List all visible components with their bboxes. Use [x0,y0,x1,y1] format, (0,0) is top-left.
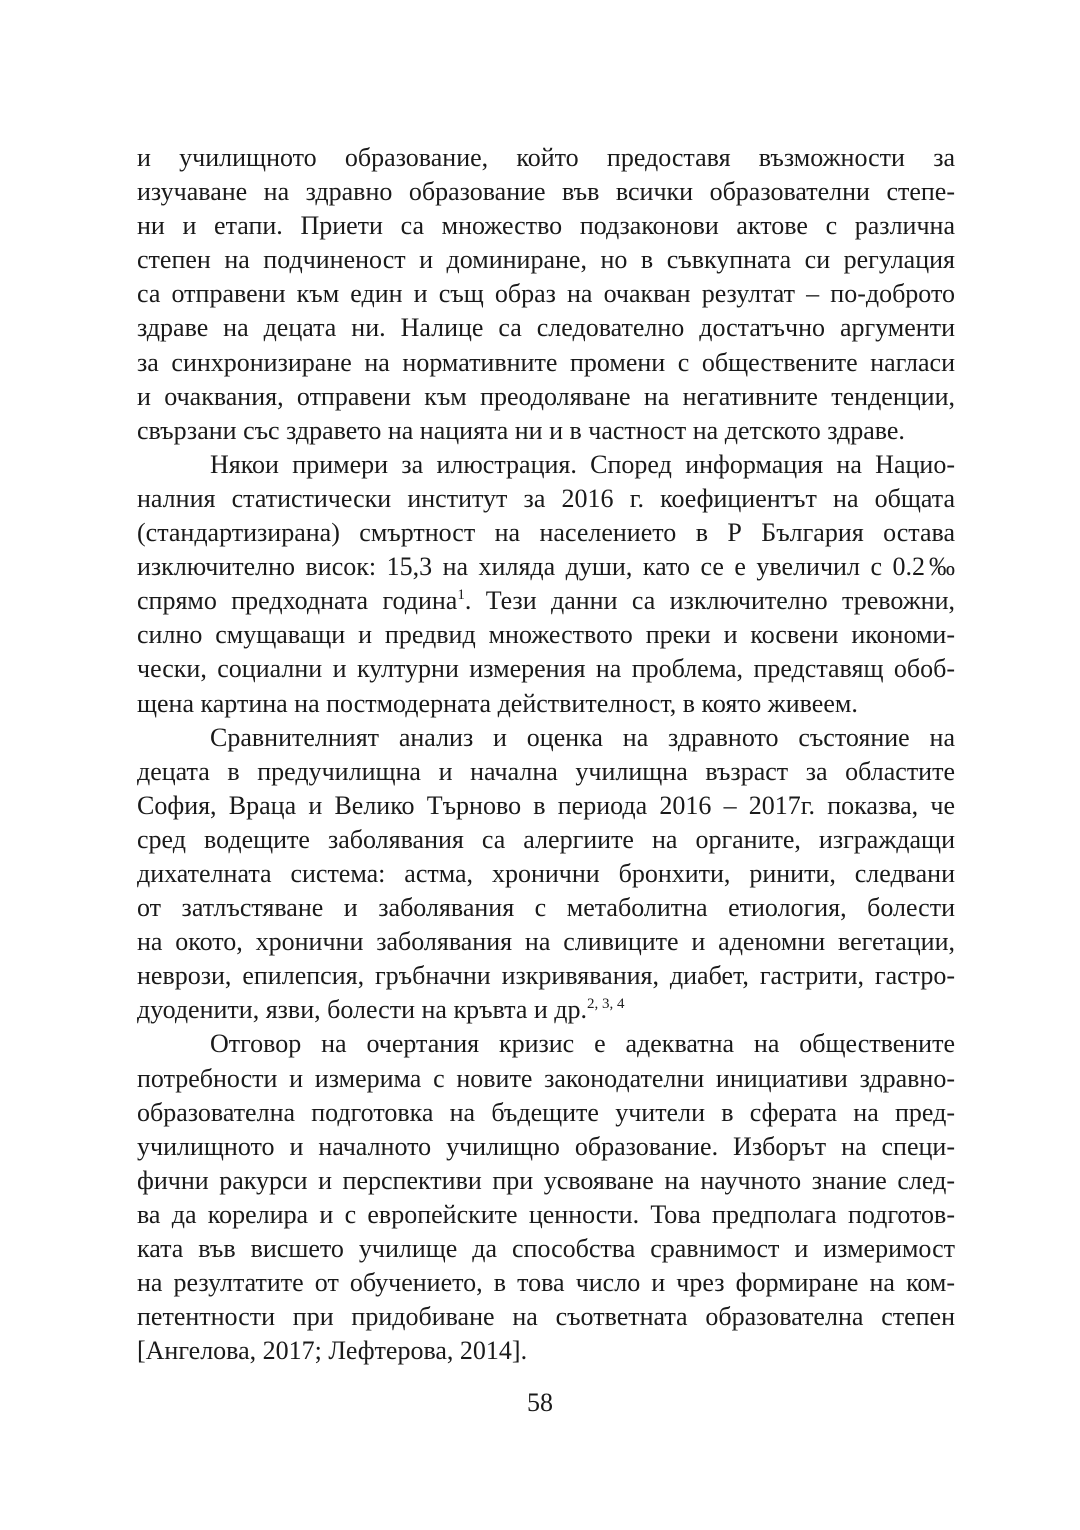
text-segment: . Тези данни са изключително тревожни, [464,586,955,616]
text-line: петентности при придобиване на съответната образователна степен [137,1302,955,1332]
text-line: образователна подготовка на бъдещите учители в сферата на пред- [137,1097,955,1127]
text-line: [Ангелова, 2017; Лефтерова, 2014]. [137,1336,528,1366]
text-line: щена картина на постмодерната действителност, в която живеем. [137,688,858,718]
text-line: са отправени към един и същ образ на очакван резултат – по-доброто [137,279,955,309]
paragraph [137,448,955,721]
paragraph [137,721,955,1028]
text-line: (стандартизирана) смъртност на населението в Р България остава [137,518,955,548]
text-line: фични ракурси и перспективи при усвояване на научното знание след- [137,1165,955,1195]
footnote-reference: 2, 3, 4 [587,996,625,1013]
text-line: сред водещите заболявания са алергиите на органите, изграждащи [137,824,955,854]
text-line: за синхронизиране на нормативните промени с обществените нагласи [137,347,955,377]
text-line: потребности и измерима с новите законодателни инициативи здравно- [137,1063,955,1093]
text-line [137,584,955,618]
text-line: дихателната система: астма, хронични бронхити, ринити, следвани [137,858,955,888]
text-line: и очаквания, отправени към преодоляване на негативните тенденции, [137,381,955,411]
text-line: степен на подчиненост и доминиране, но в съвкупната си регулация [137,245,955,275]
text-segment: дуоденити, язви, болести на кръвта и др. [137,995,588,1025]
page-body [137,141,955,1368]
text-line: налния статистически институт за 2016 г. коефициентът на общата [137,483,955,513]
paragraph [137,1027,955,1368]
text-line: ката във висшето училище да способства сравнимост и измеримост [137,1234,955,1263]
footnote-reference: 1 [457,587,465,604]
text-line: Отговор на очертания кризис е адекватна на обществените [210,1029,955,1059]
text-line: чески, социални и културни измерения на проблема, представящ обоб- [137,654,955,684]
text-line: ни и етапи. Приети са множество подзаконови актове с различна [137,211,955,241]
text-line: свързани със здравето на нацията ни и в частност на детското здраве. [137,415,905,445]
text-line: изключително висок: 15,3 на хиляда души, като се е увеличил с 0.2‰ [137,552,955,582]
page-number: 58 [527,1388,553,1417]
paragraph [137,141,955,448]
text-line: на резултатите от обучението, в това число и чрез формиране на ком- [137,1268,955,1298]
text-line: неврози, епилепсия, гръбначни изкривявания, диабет, гастрити, гастро- [137,961,955,991]
text-line: децата в предучилищна и начална училищна възраст за областите [137,756,955,786]
text-line: силно смущаващи и предвид множеството преки и косвени икономи- [137,620,955,650]
text-line: изучаване на здравно образование във всички образователни степе- [137,177,955,207]
text-line: ва да корелира и с европейските ценности. Това предполага подготов- [137,1199,955,1229]
text-line: Някои примери за илюстрация. Според информация на Нацио- [210,449,955,479]
text-line: Сравнителният анализ и оценка на здравното състояние на [210,722,955,752]
text-line: на окото, хронични заболявания на сливиците и аденомни вегетации, [137,927,955,957]
text-line: и училищното образование, който предоставя възможности за [137,143,955,172]
text-line: здраве на децата ни. Налице са следователно достатъчно аргументи [137,313,955,343]
text-segment: спрямо предходната година [137,586,458,616]
text-line: от затлъстяване и заболявания с метаболитна етиология, болести [137,893,955,923]
text-line [137,993,955,1027]
text-line: училищното и началното училищно образование. Изборът на специ- [137,1131,955,1161]
text-line: София, Враца и Велико Търново в периода 2016 – 2017г. показва, че [137,790,955,820]
